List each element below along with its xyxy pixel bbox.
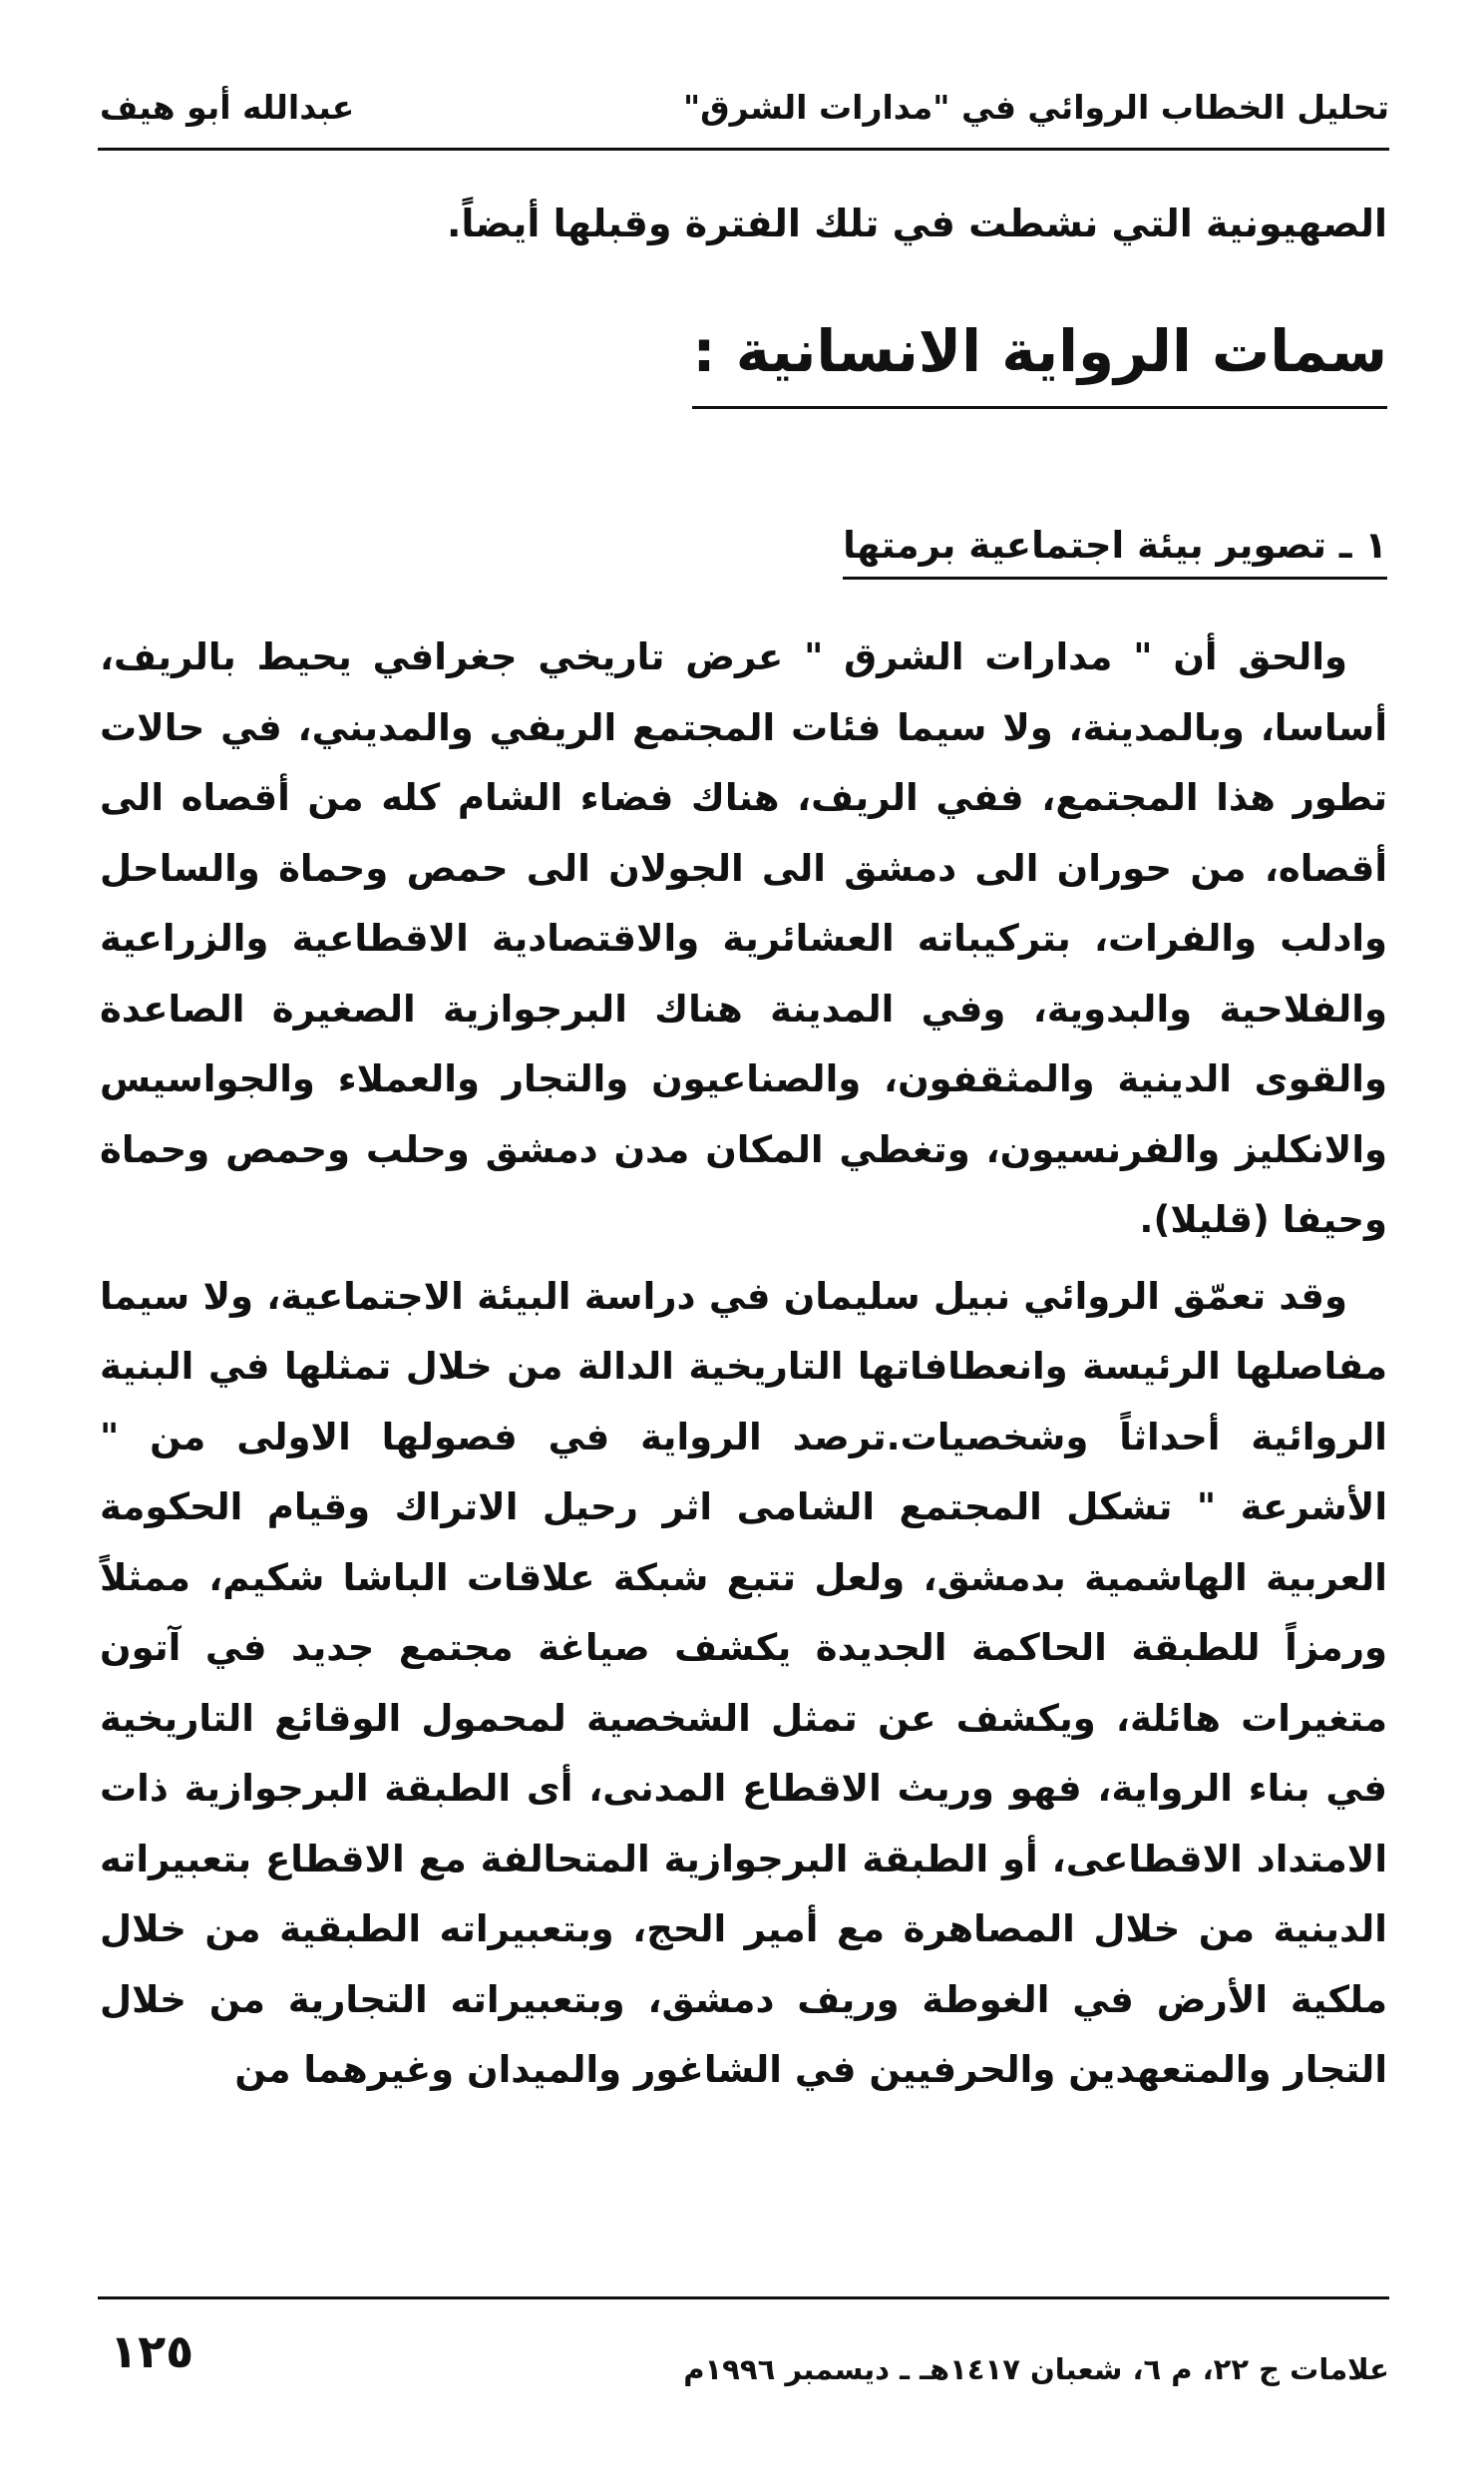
continued-text-line: الصهيونية التي نشطت في تلك الفترة وقبلها أيضاً. — [446, 202, 1387, 245]
header-rule — [98, 148, 1389, 151]
journal-citation: علامات ج ٢٢، م ٦، شعبان ١٤١٧هـ ـ ديسمبر ١٩٩٦م — [683, 2352, 1389, 2386]
running-header — [100, 78, 1389, 138]
body-paragraph-2: وقد تعمّق الروائي نبيل سليمان في دراسة البيئة الاجتماعية، ولا سيما مفاصلها الرئيسة وانعطافاتها التاريخية الدالة من خلال تمثلها في البنية الروائية أحداثاً وشخصيات.ترصد الرواية في فصولها الاولى من " الأشرعة " تشكل المجتمع الشامى اثر رحيل الاتراك وقيام الحكومة العربية الهاشمية بدمشق، ولعل تتبع شبكة علاقات الباشا شكيم، ممثلاً ورمزاً للطبقة الحاكمة الجديدة يكشف صياغة مجتمع جديد في آتون متغيرات هائلة، ويكشف عن تمثل الشخصية لمحمول الوقائع التاريخية في بناء الرواية، فهو وريث الاقطاع المدنى، أى الطبقة البرجوازية ذات الامتداد الاقطاعى، أو الطبقة البرجوازية المتحالفة مع الاقطاع بتعبيراته الدينية من خلال المصاهرة مع أمير الحج، وبتعبيراته الطبقية من خلال ملكية الأرض في الغوطة وريف دمشق، وبتعبيراته التجارية من خلال التجار والمتعهدين والحرفيين في الشاغور والميدان وغيرهما من — [100, 1274, 1387, 2092]
subheading: ١ ـ تصوير بيئة اجتماعية برمتها — [843, 519, 1387, 580]
main-content — [100, 195, 1387, 2106]
section-heading-wrapper — [100, 252, 1387, 457]
running-author: عبدالله أبو هيف — [100, 88, 355, 127]
section-heading: سمات الرواية الانسانية : — [692, 312, 1387, 409]
page-footer — [100, 2324, 1389, 2404]
running-title: تحليل الخطاب الروائي في "مدارات الشرق" — [682, 88, 1389, 127]
page-number: ١٢٥ — [110, 2324, 194, 2378]
footer-rule — [98, 2296, 1389, 2299]
body-paragraph-1: والحق أن " مدارات الشرق " عرض تاريخي جغرافي يحيط بالريف، أساسا، وبالمدينة، ولا سيما فئات المجتمع الريفي والمديني، في حالات تطور هذا المجتمع، ففي الريف، هناك فضاء الشام كله من أقصاه الى أقصاه، من حوران الى دمشق الى الجولان الى حمص وحماة والساحل وادلب والفرات، بتركيباته العشائرية والاقتصادية الاقطاعية والزراعية والفلاحية والبدوية، وفي المدينة هناك البرجوازية الصغيرة الصاعدة والقوى الدينية والمثقفون، والصناعيون والتجار والعملاء والجواسيس والانكليز والفرنسيون، وتغطي المكان مدن دمشق وحلب وحمص وحماة وحيفا (قليلا). — [100, 635, 1387, 1242]
subheading-wrapper — [100, 457, 1387, 617]
